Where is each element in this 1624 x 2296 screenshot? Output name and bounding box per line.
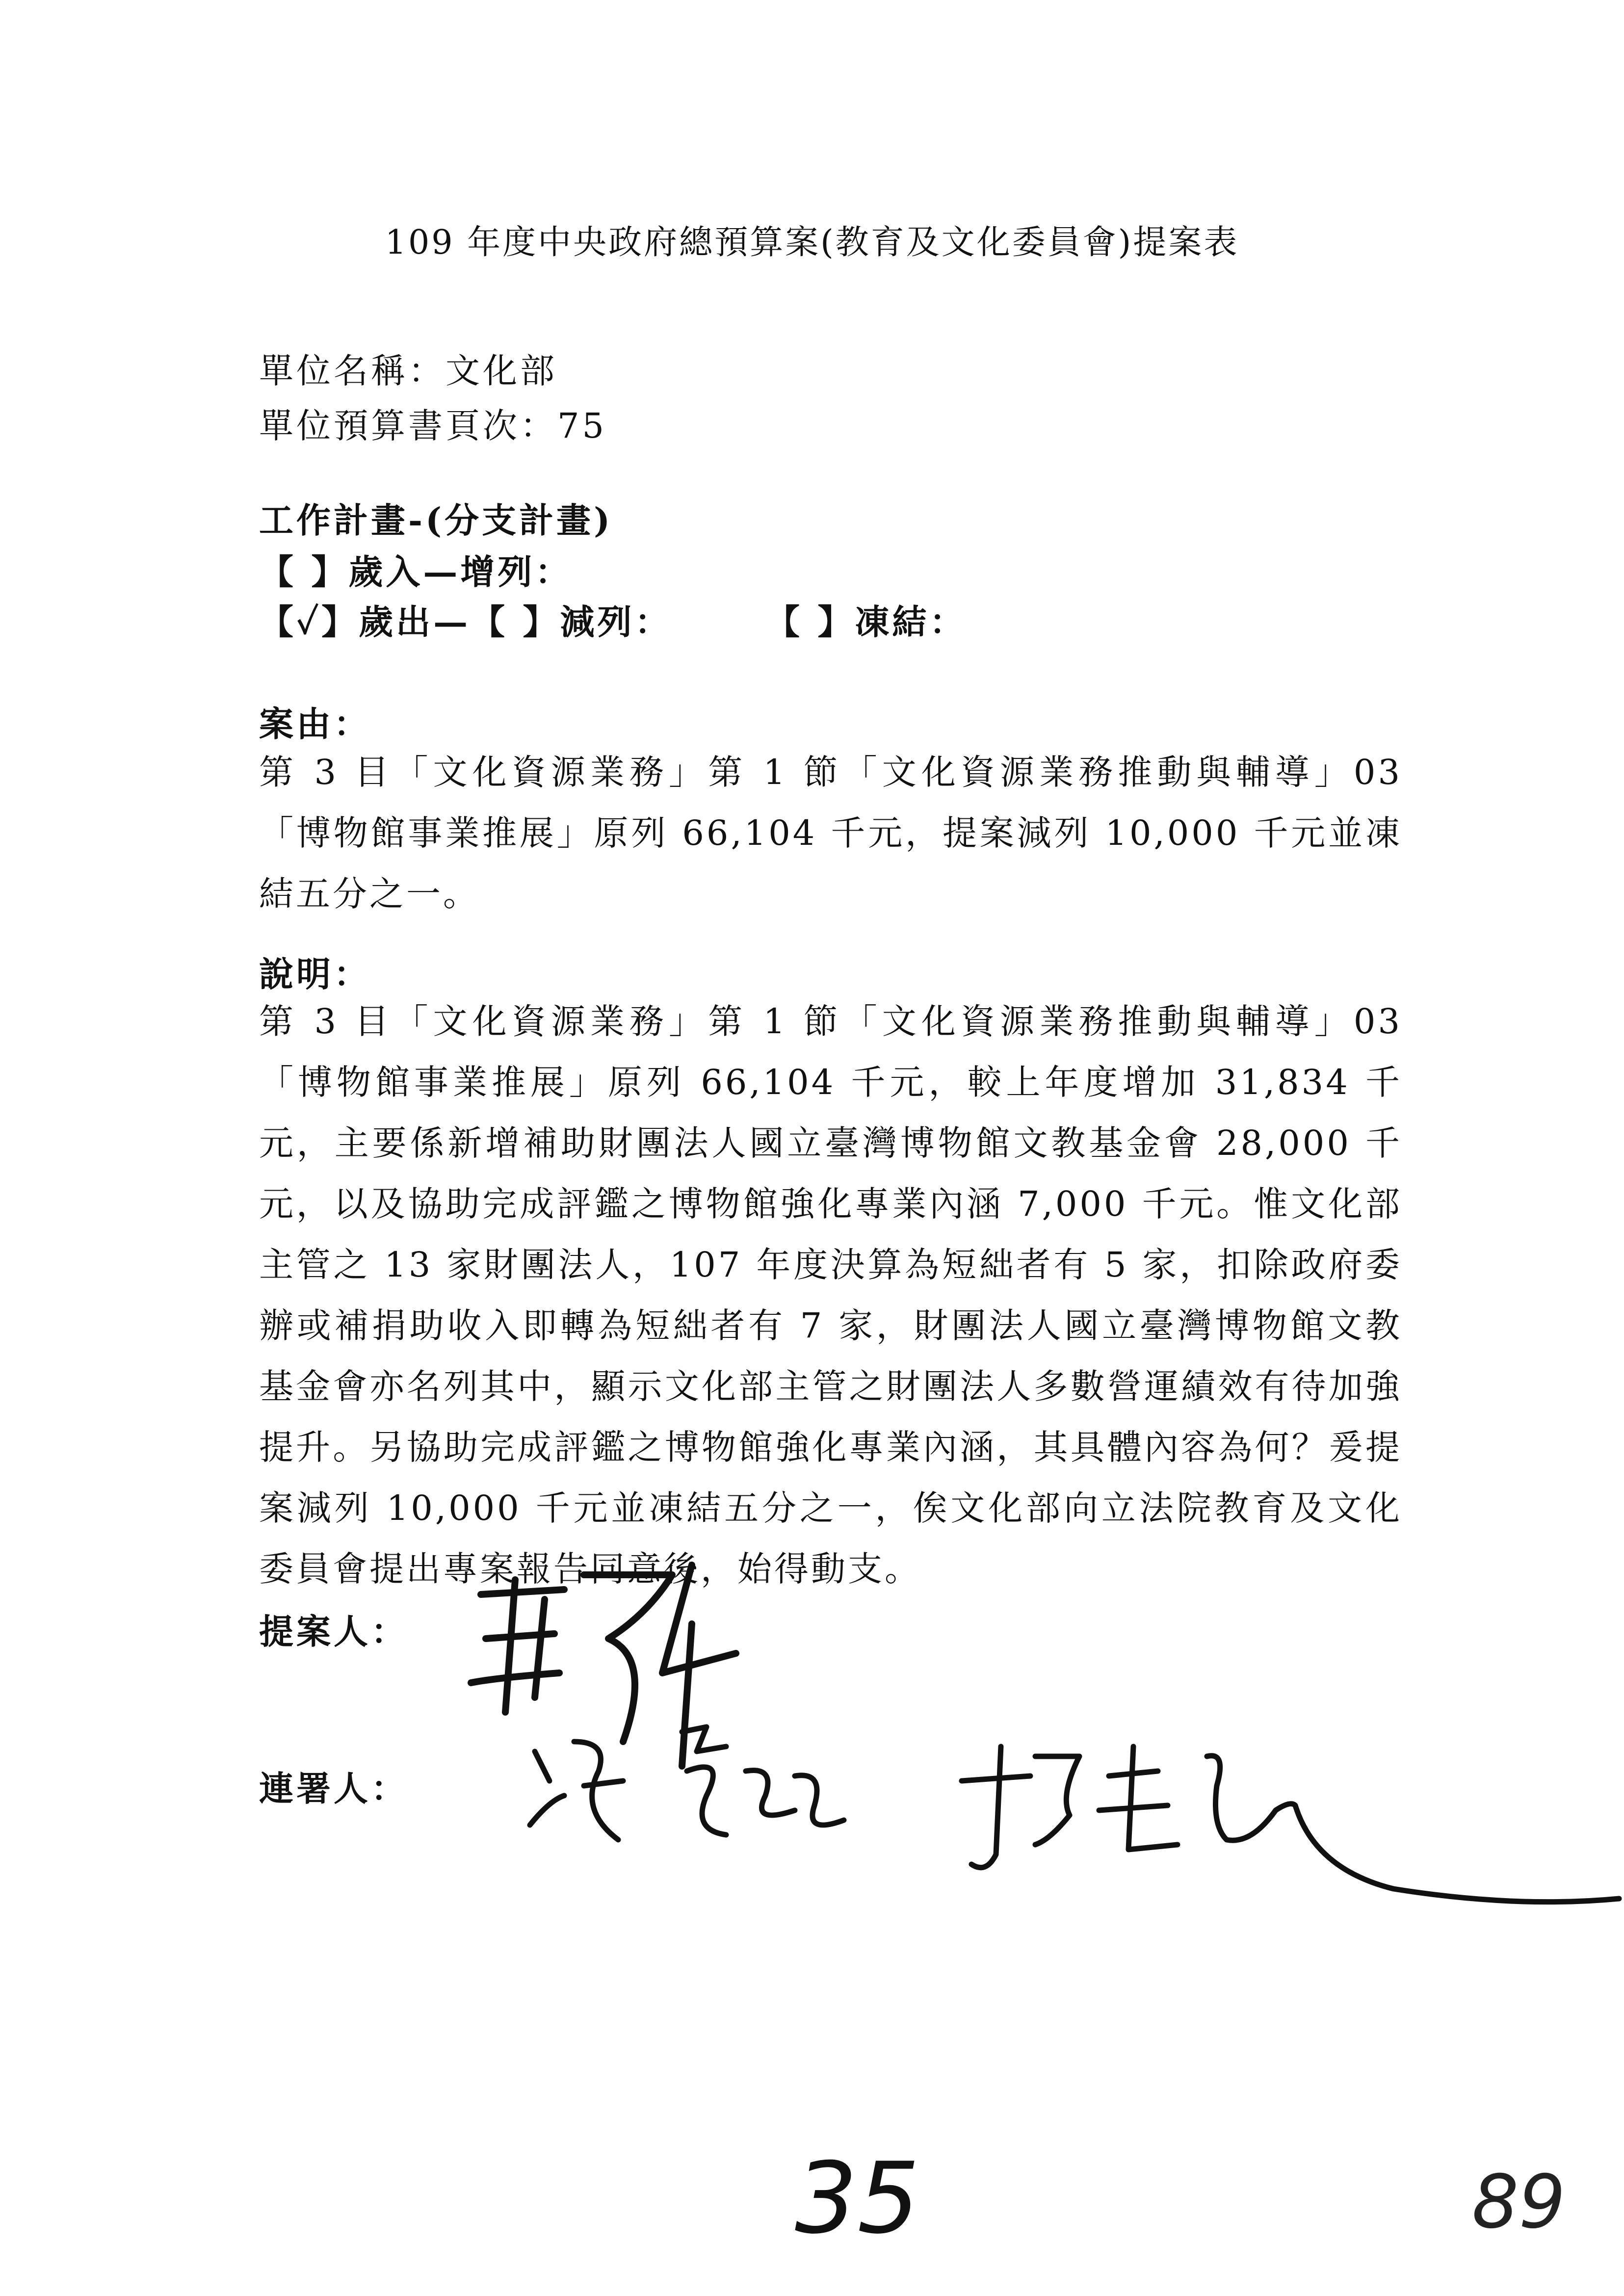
- reason-heading: 案由：: [259, 704, 371, 744]
- svg-text:35: 35: [795, 2141, 920, 2256]
- document-title: 109 年度中央政府總預算案(教育及文化委員會)提案表: [385, 223, 1239, 262]
- cosigner-signature-2: [952, 1727, 1624, 1933]
- cosigner-signature-1: [520, 1712, 864, 1869]
- proposer-label: 提案人：: [259, 1611, 408, 1652]
- freeze-line: 【 】凍結：: [765, 601, 967, 642]
- svg-text:89: 89: [1472, 2160, 1566, 2245]
- explanation-heading: 說明：: [259, 954, 371, 994]
- explanation-text: 第 3 目「文化資源業務」第 1 節「文化資源業務推動與輔導」03「博物館事業推展」原列 66,104 千元，較上年度增加 31,834 千元，主要係新增補助財團法人國立臺灣博物館文教基金會 28,000 千元，以及協助完成評鑑之博物館強化專業內涵 7,000 千元。惟文化部主管之 13 家財團法人，107 年度決算為短絀者有 5 家，扣除政府委辦或補捐助收入即轉為短絀者有 7 家，財團法人國立臺灣博物館文教基金會亦名列其中，顯示文化部主管之財團法人多數營運績效有待加強提升。另協助完成評鑑之博物館強化專業內涵，其具體內容為何？爰提案減列 10,000 千元並凍結五分之一，俟文化部向立法院教育及文化委員會提出專案報告同意後，始得動支。: [259, 1001, 1402, 1589]
- revenue-line: 【 】歲入—增列：: [259, 551, 573, 592]
- unit-name: 單位名稱：文化部: [259, 351, 557, 391]
- handwritten-page-number: [785, 2141, 952, 2256]
- budget-page: 單位預算書頁次：75: [259, 406, 607, 446]
- work-plan: 工作計畫-(分支計畫): [259, 500, 613, 541]
- reason-text: 第 3 目「文化資源業務」第 1 節「文化資源業務推動與輔導」03「博物館事業推展」原列 66,104 千元，提案減列 10,000 千元並凍結五分之一。: [259, 752, 1402, 914]
- cosigner-label: 連署人：: [259, 1768, 408, 1809]
- handwritten-corner-number: [1467, 2144, 1566, 2247]
- expenditure-line: 【✓】歲出—【 】減列：: [259, 601, 672, 642]
